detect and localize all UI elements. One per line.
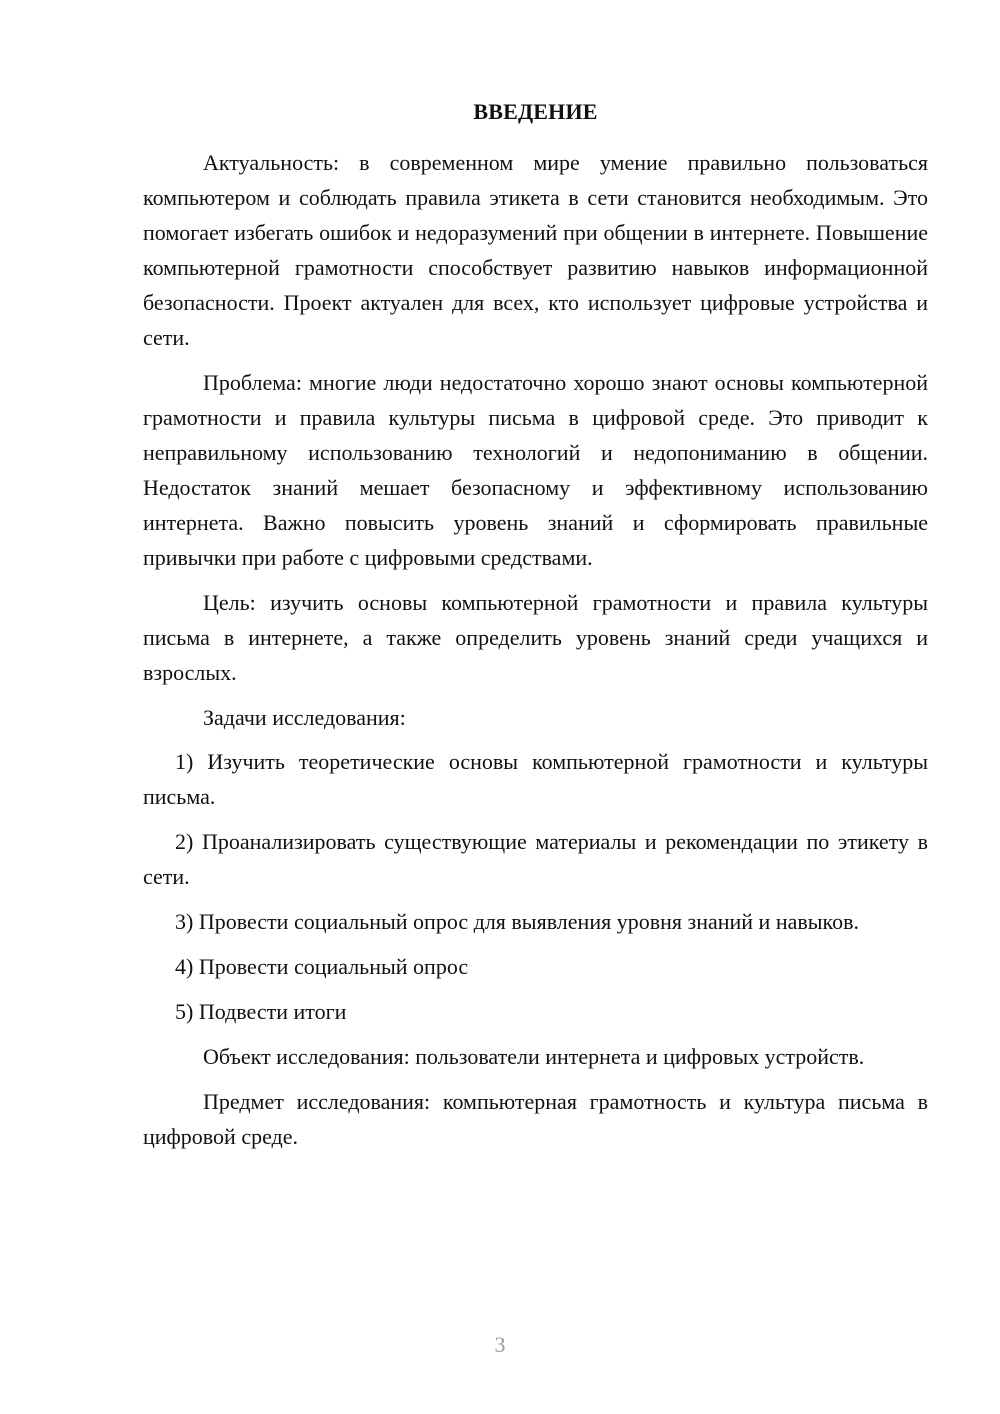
object-paragraph: Объект исследования: пользователи интернета и цифровых устройств.	[203, 1044, 865, 1069]
task-item: 2) Проанализировать существующие материалы и рекомендации по этикету в сети.	[143, 829, 928, 889]
subject-paragraph: Предмет исследования: компьютерная грамотность и культура письма в цифровой среде.	[143, 1089, 928, 1149]
page-content	[143, 94, 928, 1164]
task-item: 5) Подвести итоги	[175, 999, 347, 1024]
task-item: 3) Провести социальный опрос для выявления уровня знаний и навыков.	[175, 909, 859, 934]
task-item: 1) Изучить теоретические основы компьютерной грамотности и культуры письма.	[143, 749, 928, 809]
problem-paragraph: Проблема: многие люди недостаточно хорошо знают основы компьютерной грамотности и правила культуры письма в цифровой среде. Это приводит к неправильному использованию технологий и недопониманию в общении. Недостаток знаний мешает безопасному и эффективному использованию интернета. Важно повысить уровень знаний и сформировать правильные привычки при работе с цифровыми средствами.	[143, 370, 928, 570]
relevance-paragraph: Актуальность: в современном мире умение правильно пользоваться компьютером и соблюдать правила этикета в сети становится необходимым. Это помогает избегать ошибок и недоразумений при общении в интернете. Повышение компьютерной грамотности способствует развитию навыков информационной безопасности. Проект актуален для всех, кто использует цифровые устройства и сети.	[143, 150, 928, 350]
section-heading: ВВЕДЕНИЕ	[473, 99, 598, 124]
tasks-list	[143, 744, 928, 1029]
task-item: 4) Провести социальный опрос	[175, 954, 469, 979]
tasks-title: Задачи исследования:	[203, 705, 406, 730]
goal-paragraph: Цель: изучить основы компьютерной грамотности и правила культуры письма в интернете, а также определить уровень знаний среди учащихся и взрослых.	[143, 590, 928, 685]
page-number: 3	[494, 1332, 506, 1357]
